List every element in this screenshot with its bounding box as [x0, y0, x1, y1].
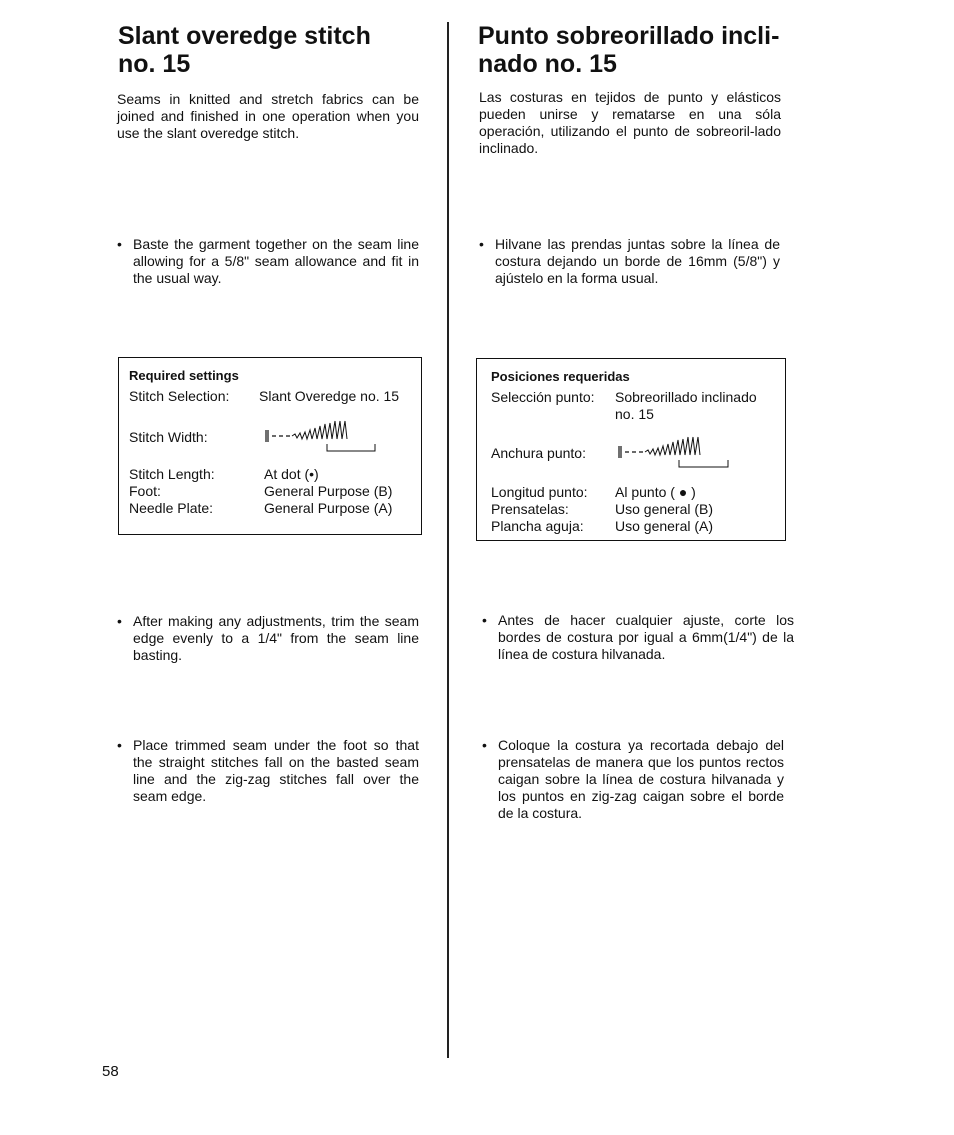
left-bullet-3: [117, 737, 419, 805]
left-settings-heading: Required settings: [129, 368, 239, 383]
left-stitch-length-label: Stitch Length:: [129, 466, 215, 482]
right-foot-value: Uso general (B): [615, 501, 714, 517]
left-foot-label: Foot:: [129, 483, 161, 499]
right-bullet-3-text: Coloque la costura ya recortada debajo del prensatelas de manera que los puntos rectos caigan sobre la línea de costura hilvanada y los puntos en zig-zag caigan sobre el borde de la costura.: [498, 737, 784, 821]
page-number: 58: [102, 1063, 119, 1080]
left-needle-plate-value: General Purpose (A): [264, 500, 393, 516]
right-needle-plate-label: Plancha aguja:: [491, 518, 584, 534]
right-stitch-selection-value: Sobreorillado inclinado no. 15: [615, 389, 757, 422]
bullet-dot: •: [117, 737, 122, 753]
left-bullet-3-text: Place trimmed seam under the foot so that the straight stitches fall on the basted seam line and the zig-zag stitches fall over the seam edge.: [133, 737, 419, 804]
right-settings-heading: Posiciones requeridas: [491, 369, 630, 384]
right-needle-plate-value: Uso general (A): [615, 518, 714, 534]
left-stitch-selection-value: Slant Overedge no. 15: [259, 388, 400, 404]
left-needle-plate-label: Needle Plate:: [129, 500, 214, 516]
left-bullet-1: [117, 236, 419, 287]
right-stitch-length-value: Al punto ( ● ): [615, 484, 696, 500]
left-stitch-width-label: Stitch Width:: [129, 429, 208, 445]
left-title-line2: no. 15: [118, 50, 191, 78]
stitch-width-zigzag-icon: [617, 434, 737, 476]
right-bullet-2-text: Antes de hacer cualquier ajuste, corte los bordes de costura por igual a 6mm(1/4") de la línea de costura hilvanada.: [498, 612, 794, 662]
bullet-dot: •: [482, 612, 487, 628]
right-bullet-1-text: Hilvane las prendas juntas sobre la línea de costura dejando un borde de 16mm (5/8") y ajústelo en la forma usual.: [495, 236, 780, 286]
right-title-line2: nado no. 15: [478, 50, 617, 78]
right-title: [478, 22, 779, 78]
right-stitch-length-label: Longitud punto:: [491, 484, 588, 500]
right-intro: Las costuras en tejidos de punto y elásticos pueden unirse y rematarse en una sóla operación, utilizando el punto de sobreoril-lado inclinado.: [479, 89, 781, 156]
column-divider: [447, 22, 449, 1058]
right-stitch-selection-label: Selección punto:: [491, 389, 595, 405]
stitch-width-zigzag-icon: [264, 418, 384, 460]
left-bullet-2: [117, 613, 419, 664]
bullet-dot: •: [479, 236, 484, 252]
left-bullet-1-text: Baste the garment together on the seam line allowing for a 5/8" seam allowance and fit in the usual way.: [133, 236, 419, 286]
left-settings-box: [118, 357, 422, 535]
left-title: [118, 22, 371, 78]
right-bullet-1: [479, 236, 780, 287]
left-title-line1: Slant overedge stitch: [118, 22, 371, 50]
right-settings-box: [476, 358, 786, 541]
left-foot-value: General Purpose (B): [264, 483, 393, 499]
right-bullet-3: [482, 737, 784, 822]
left-stitch-length-value: At dot (•): [264, 466, 319, 482]
left-stitch-selection-label: Stitch Selection:: [129, 388, 230, 404]
right-bullet-2: [482, 612, 794, 663]
right-foot-label: Prensatelas:: [491, 501, 569, 517]
left-bullet-2-text: After making any adjustments, trim the seam edge evenly to a 1/4" from the seam line basting.: [133, 613, 419, 663]
right-stitch-width-label: Anchura punto:: [491, 445, 586, 461]
bullet-dot: •: [482, 737, 487, 753]
bullet-dot: •: [117, 236, 122, 252]
left-intro: Seams in knitted and stretch fabrics can be joined and finished in one operation when you use the slant overedge stitch.: [117, 91, 419, 141]
right-title-line1: Punto sobreorillado incli-: [478, 22, 780, 50]
bullet-dot: •: [117, 613, 122, 629]
